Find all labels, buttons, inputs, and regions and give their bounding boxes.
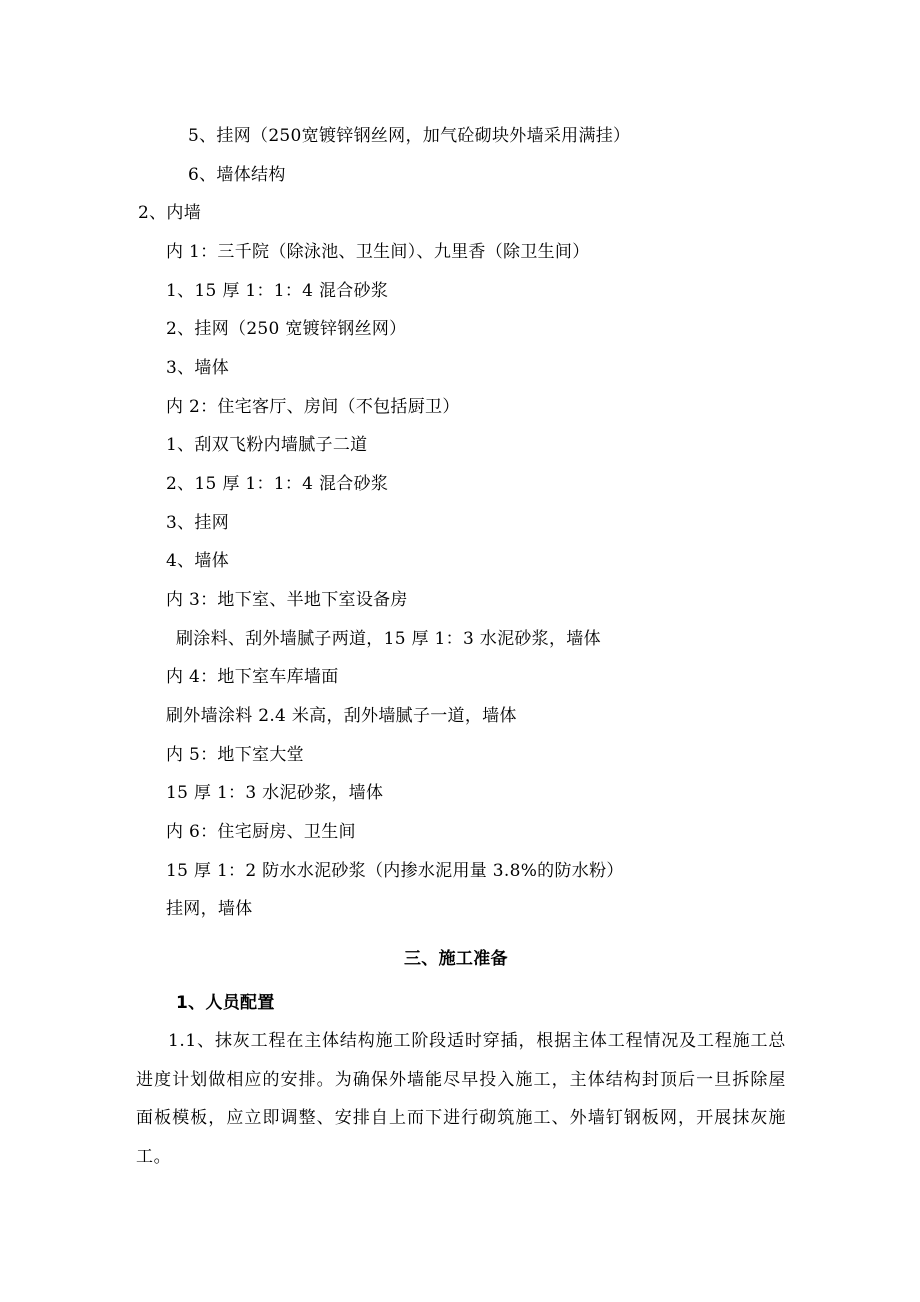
text-line-21: 挂网，墙体 xyxy=(166,899,253,919)
text-line-13: 内 3：地下室、半地下室设备房 xyxy=(166,590,408,610)
section-title: 三、施工准备 xyxy=(404,949,508,969)
text-line-6: 2、挂网（250 宽镀锌钢丝网） xyxy=(166,319,407,339)
subsection-title: 1、人员配置 xyxy=(176,993,275,1013)
text-line-14: 刷涂料、刮外墙腻子两道，15 厚 1：3 水泥砂浆，墙体 xyxy=(176,629,601,649)
text-line-19: 内 6：住宅厨房、卫生间 xyxy=(166,822,356,842)
text-line-18: 15 厚 1：3 水泥砂浆，墙体 xyxy=(166,783,384,803)
text-line-17: 内 5：地下室大堂 xyxy=(166,745,304,765)
text-line-15: 内 4：地下室车库墙面 xyxy=(166,667,339,687)
text-line-4: 内 1：三千院（除泳池、卫生间）、九里香（除卫生间） xyxy=(166,242,590,262)
text-line-10: 2、15 厚 1：1：4 混合砂浆 xyxy=(166,474,389,494)
text-line-2: 6、墙体结构 xyxy=(188,165,286,185)
text-line-1: 5、挂网（250宽镀锌钢丝网，加气砼砌块外墙采用满挂） xyxy=(188,126,631,146)
text-line-20: 15 厚 1：2 防水水泥砂浆（内掺水泥用量 3.8%的防水粉） xyxy=(166,861,624,881)
body-paragraph: 1.1、抹灰工程在主体结构施工阶段适时穿插，根据主体工程情况及工程施工总进度计划做相应的安排。为确保外墙能尽早投入施工，主体结构封顶后一旦拆除屋面板模板，应立即调整、安排自上而下进行砌筑施工、外墙钉钢板网，开展抹灰施工。 xyxy=(136,1031,786,1167)
text-line-12: 4、墙体 xyxy=(166,551,230,571)
text-line-9: 1、刮双飞粉内墙腻子二道 xyxy=(166,435,368,455)
text-line-7: 3、墙体 xyxy=(166,358,230,378)
text-line-3: 2、内墙 xyxy=(138,203,202,223)
text-line-8: 内 2：住宅客厅、房间（不包括厨卫） xyxy=(166,397,460,417)
text-line-5: 1、15 厚 1：1：4 混合砂浆 xyxy=(166,281,389,301)
text-line-16: 刷外墙涂料 2.4 米高，刮外墙腻子一道，墙体 xyxy=(166,706,517,726)
text-line-11: 3、挂网 xyxy=(166,513,230,533)
